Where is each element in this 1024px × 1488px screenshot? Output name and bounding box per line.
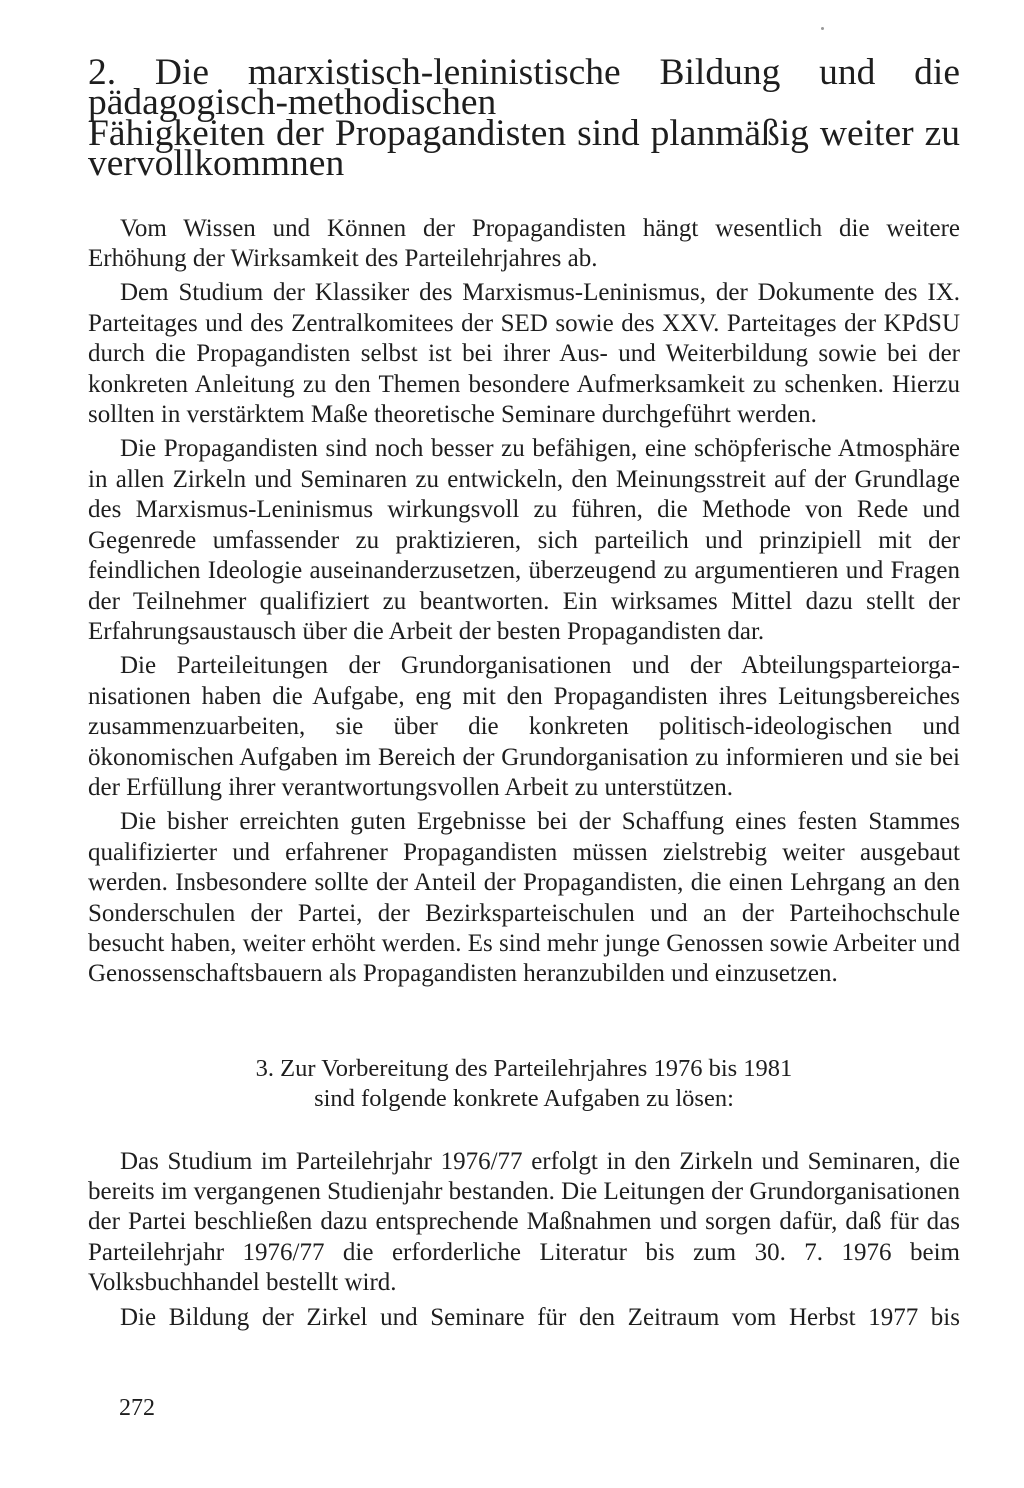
section-2-paragraph-4: Die Parteileitungen der Grundorganisationen und der Abteilungsparteiorganisationen haben die Aufgabe, eng mit den Propagandisten ihres Leitungsbereiches zusammenzuarbeiten, sie über die konkreten politisch-ideologischen und ökonomischen Aufgaben im Bereich der Grundorganisation zu informieren und sie bei der Erfüllung ihrer verantwortungsvollen Arbeit zu unterstützen. [88, 652, 960, 801]
page-body [88, 52, 960, 1337]
page-number: 272 [119, 1395, 155, 1421]
section-3-paragraph-2: Die Bildung der Zirkel und Seminare für den Zeitraum vom Herbst 1977 bis [120, 1303, 960, 1331]
section-2-heading [88, 52, 960, 185]
section-3-body [88, 1147, 960, 1333]
section-3-paragraph-1: Das Studium im Parteilehrjahr 1976/77 erfolgt in den Zirkeln und Seminaren, die bereits im vergangenen Studienjahr bestanden. Die Leitungen der Grundorganisationen der Partei beschließen dazu entsprechende Maßnahmen und sorgen dafür, daß für das Parteilehrjahr 1976/77 die erforderliche Literatur bis zum 30. 7. 1976 beim Volksbuchhandel bestellt wird. [88, 1147, 960, 1297]
section-2-body [88, 214, 960, 990]
section-2-heading-line-1: 2. Die marxistisch-leninistische Bildung und die pädagogisch-methodischen [88, 52, 960, 124]
section-2-paragraph-5: Die bisher erreichten guten Ergebnisse bei der Schaffung eines festen Stammes qualifizierter und erfahrener Propagandisten müssen zielstrebig weiter ausgebaut werden. Insbesondere sollte der Anteil der Propagandisten, die einen Lehrgang an den Sonderschulen der Partei, der Bezirksparteischulen und an der Parteihochschule besucht haben, weiter erhöht werden. Es sind mehr junge Genossen sowie Arbeiter und Genossenschaftsbauern als Propagandisten heranzubilden und einzusetzen. [88, 808, 960, 988]
section-3-heading-line-2: sind folgende konkrete Aufgaben zu lösen: [314, 1085, 734, 1113]
section-3-heading-line-1: 3. Zur Vorbereitung des Parteilehrjahres 1976 bis 1981 [255, 1054, 793, 1082]
section-2-paragraph-2: Dem Studium der Klassiker des Marxismus-Leninismus, der Dokumente des IX. Parteitages und des Zentralkomitees der SED sowie des XXV. Parteitages der KPdSU durch die Propagandisten selbst ist bei ihrer Aus- und Weiterbildung sowie bei der konkreten Anleitung zu den Themen besondere Aufmerksamkeit zu schenken. Hierzu sollten in verstärktem Maße theoretische Seminare durchgeführt werden. [88, 279, 960, 429]
section-2-paragraph-3: Die Propagandisten sind noch besser zu befähigen, eine schöpferische Atmosphäre in allen Zirkeln und Seminaren zu entwickeln, den Meinungsstreit auf der Grundlage des Marxismus-Leninismus wirkungsvoll zu führen, die Methode von Rede und Gegenrede umfassender zu praktizieren, sich parteilich und prinzipiell mit der feindlichen Ideologie auseinanderzusetzen, überzeugend zu argumentieren und Fragen der Teilnehmer qualifiziert zu beantworten. Ein wirksames Mittel dazu stellt der Erfahrungsaustausch über die Arbeit der besten Propagandisten dar. [88, 435, 960, 645]
section-3-heading [88, 1054, 960, 1115]
section-2-paragraph-1: Vom Wissen und Können der Propagandisten hängt wesentlich die weitere Erhöhung der Wirksamkeit des Parteilehrjahres ab. [88, 214, 960, 273]
section-2-heading-line-2: Fähigkeiten der Propagandisten sind planmäßig weiter zu vervollkommnen [88, 112, 960, 185]
scan-speck [821, 27, 824, 30]
